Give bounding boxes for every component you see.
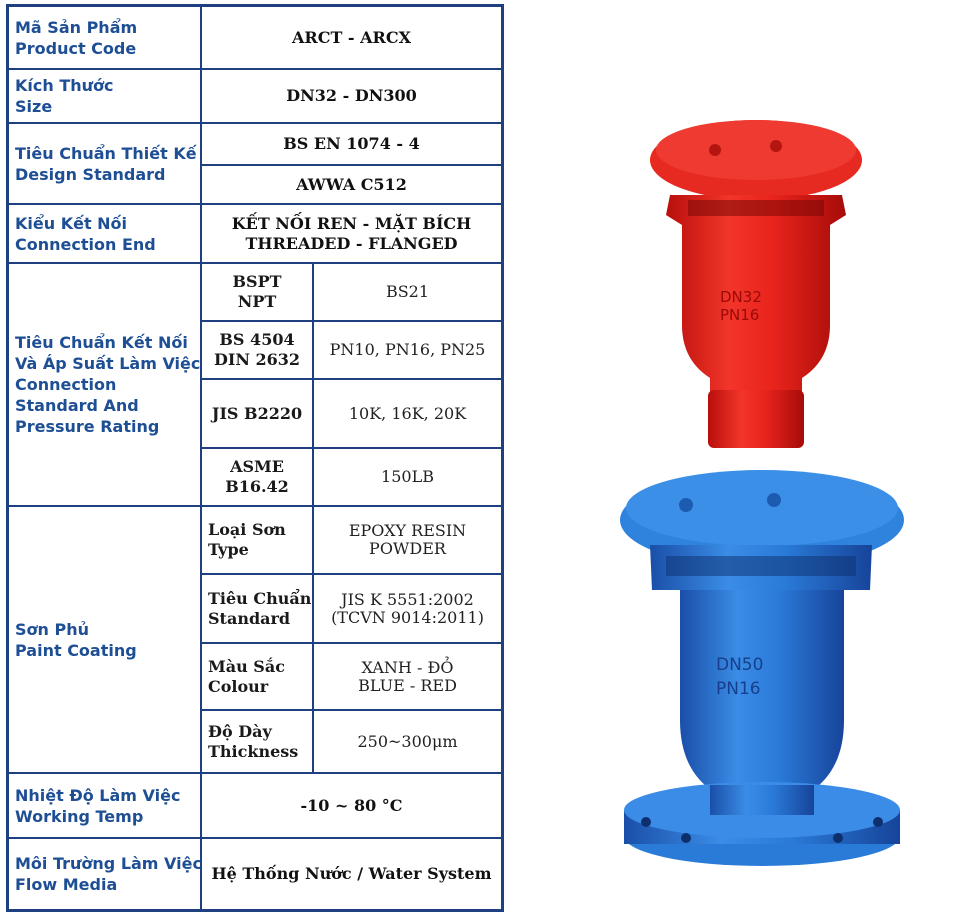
red-valve-marking: DN32 <box>720 288 762 306</box>
blue-valve-neck <box>710 785 814 815</box>
conn-sub-value: BS21 <box>385 282 430 301</box>
red-valve-gap <box>688 200 824 216</box>
air-valve-illustration <box>510 0 977 918</box>
paint-sub-name: Độ Dày Thickness <box>208 721 299 761</box>
flow-media-label: Môi Trường Làm Việc Flow Media <box>15 854 202 894</box>
conn-sub-name: BSPT NPT <box>232 272 282 311</box>
blue-valve-body <box>680 590 844 792</box>
blue-valve-cap-top <box>626 470 898 546</box>
blue-valve-flange-hole <box>873 817 883 827</box>
paint-sub-value: 250~300μm <box>357 731 458 751</box>
design-standard-value-2: AWWA C512 <box>296 174 407 194</box>
conn-sub-name: ASME B16.42 <box>225 457 289 496</box>
paint-sub-value: XANH - ĐỎ BLUE - RED <box>358 657 457 695</box>
paint-sub-name: Màu Sắc Colour <box>208 656 285 696</box>
conn-sub-value: PN10, PN16, PN25 <box>329 340 486 359</box>
connection-end-value: KẾT NỐI REN - MẶT BÍCH THREADED - FLANGED <box>231 213 472 253</box>
blue-valve-flange-hole <box>833 833 843 843</box>
product-code-label: Mã Sản Phẩm Product Code <box>15 17 138 58</box>
flow-media-value: Hệ Thống Nước / Water System <box>211 864 492 883</box>
blue-valve-flange-hole <box>681 833 691 843</box>
blue-valve-flange-hole <box>641 817 651 827</box>
blue-valve-marking: DN50 <box>716 655 764 675</box>
conn-sub-name: BS 4504 DIN 2632 <box>213 330 301 369</box>
conn-sub-value: 150LB <box>381 467 434 486</box>
working-temp-value: -10 ~ 80 °C <box>300 795 403 815</box>
blue-valve-gap <box>666 556 856 576</box>
paint-sub-value: JIS K 5551:2002 (TCVN 9014:2011) <box>331 589 484 627</box>
red-valve-marking: PN16 <box>720 306 760 324</box>
size-label: Kích Thước Size <box>15 76 114 116</box>
paint-coating-label: Sơn Phủ Paint Coating <box>15 619 137 660</box>
spec-table <box>6 4 504 912</box>
blue-valve-bolt <box>767 493 781 507</box>
red-valve-cap-top <box>656 120 856 180</box>
connection-end-label: Kiểu Kết Nối Connection End <box>15 213 156 254</box>
red-valve-bolt <box>770 140 782 152</box>
size-value: DN32 - DN300 <box>286 86 417 105</box>
paint-sub-name: Tiêu Chuẩn Standard <box>208 588 312 628</box>
product-photo <box>510 0 977 918</box>
blue-air-valve <box>620 470 904 866</box>
red-valve-outlet <box>708 390 804 448</box>
blue-valve-marking: PN16 <box>716 679 761 699</box>
connection-standard-label: Tiêu Chuẩn Kết Nối Và Áp Suất Làm Việc Connection Standard And Pressure Rating <box>15 333 201 436</box>
red-air-valve <box>650 120 862 448</box>
product-code-value: ARCT - ARCX <box>292 27 411 47</box>
design-standard-value-1: BS EN 1074 - 4 <box>283 134 420 153</box>
conn-sub-name: JIS B2220 <box>211 403 303 423</box>
working-temp-label: Nhiệt Độ Làm Việc Working Temp <box>15 785 181 826</box>
blue-valve-bolt <box>679 498 693 512</box>
design-standard-label: Tiêu Chuẩn Thiết Kế Design Standard <box>15 143 197 184</box>
paint-sub-name: Loại Sơn Type <box>208 520 286 559</box>
red-valve-bolt <box>709 144 721 156</box>
paint-sub-value: EPOXY RESIN POWDER <box>348 521 467 558</box>
conn-sub-value: 10K, 16K, 20K <box>348 403 467 423</box>
